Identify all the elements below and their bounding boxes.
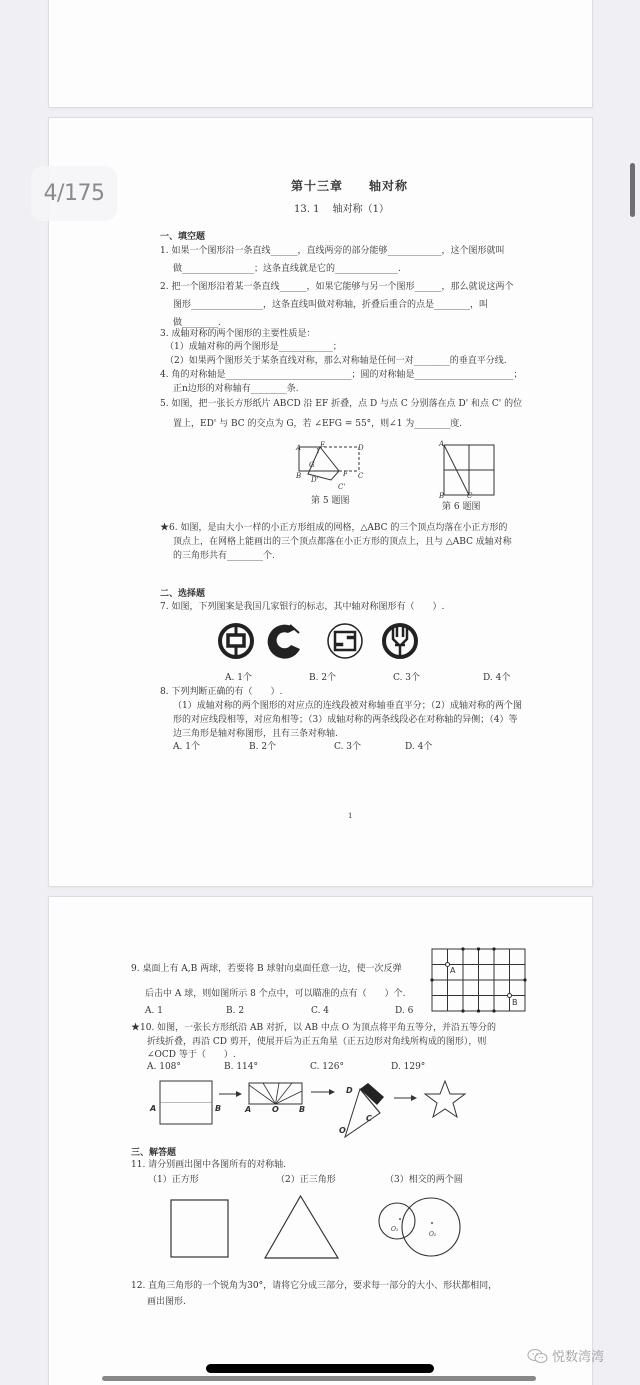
q9-option-c: C. 4: [311, 1006, 330, 1016]
q5-line1: 5. 如图，把一张长方形纸片 ABCD 沿 EF 折叠，点 D 与点 C 分别落在点 D' 和点 C' 的位: [160, 399, 523, 409]
label-f: F: [343, 470, 348, 478]
q8-option-a: A. 1个: [173, 742, 200, 752]
q10-fold-diagram: [149, 1077, 479, 1147]
q9-line1: 9. 桌面上有 A,B 两球，若要将 B 球射向桌面任意一边，使一次反弹: [131, 964, 402, 974]
horizontal-scrollbar[interactable]: [102, 1376, 536, 1381]
q10-option-a: A. 108°: [147, 1062, 181, 1072]
figure-6-caption: 第 6 题图: [442, 502, 481, 512]
section-answer: 三、解答题: [131, 1148, 177, 1158]
q11-sub-triangle: （2）正三角形: [276, 1175, 336, 1185]
fig-label-a: A: [245, 1105, 252, 1114]
label-o2: O₂: [429, 1231, 437, 1238]
q6-line1: ★6. 如图，是由大小一样的小正方形组成的网格，△ABC 的三个顶点均落在小正方形的: [160, 523, 508, 533]
bank-logo-boc-icon: [216, 621, 256, 661]
q1-line1: 1. 如果一个图形沿一条直线______，直线两旁的部分能够____________，这个图形就叫: [160, 246, 505, 256]
fig-label-d: D: [346, 1086, 353, 1095]
q7-option-d: D. 4个: [483, 673, 511, 683]
label-a: A: [439, 440, 445, 448]
fig-label-o: O: [272, 1105, 279, 1114]
fig-label-c: C: [366, 1114, 372, 1123]
q4-line2: 正n边形的对称轴有________条.: [173, 384, 299, 394]
q12-line2: 画出图形.: [147, 1297, 186, 1307]
q8-line2: （1）成轴对称的两个图形的对应点的连线段被对称轴垂直平分；（2）成轴对称的两个图: [173, 701, 522, 711]
q11-square-figure: [171, 1200, 231, 1260]
section-fill-blank: 一、填空题: [160, 232, 206, 242]
bank-logo-abc-icon: [380, 621, 420, 661]
bank-logo-ccb-icon: [266, 621, 306, 661]
q9-option-a: A. 1: [145, 1006, 163, 1016]
q8-line1: 8. 下列判断正确的有（ ）.: [160, 687, 283, 697]
grid-label-a: A: [450, 966, 456, 975]
fig-label-b: B: [299, 1105, 306, 1114]
q10-line2: 折线折叠，再沿 CD 剪开，使展开后为正五角星（正五边形对角线所构成的图形），则: [147, 1037, 487, 1047]
vertical-scrollbar[interactable]: [630, 163, 635, 217]
label-c-prime: C': [338, 483, 346, 491]
label-o1: O₁: [391, 1226, 399, 1233]
label-e: E: [320, 441, 326, 449]
q11-sub-circles: （3）相交的两个圆: [385, 1175, 463, 1185]
label-b: B: [296, 472, 302, 480]
q11-line1: 11. 请分别画出图中各图所有的对称轴.: [131, 1160, 287, 1170]
q6-line3: 的三角形共有________个.: [173, 551, 275, 561]
bank-logo-icbc-icon: [325, 621, 365, 661]
q2-line2: 图形________________，这条直线叫做对称轴，折叠后重合的点是________，叫: [173, 300, 489, 310]
page-number: 1: [348, 812, 353, 820]
q7-option-a: A. 1个: [225, 673, 252, 683]
document-page-5: [49, 897, 592, 1385]
q9-line2: 后击中 A 球，则如图所示 8 个点中，可以瞄准的点有（ ）个.: [145, 989, 406, 999]
q10-option-b: B. 114°: [224, 1062, 259, 1072]
figure-5-folded-rectangle: [289, 440, 379, 500]
q8-option-d: D. 4个: [405, 742, 433, 752]
q4-line1: 4. 角的对称轴是____________________________；圆的对称轴是______________________；: [160, 370, 523, 380]
label-d-prime: D': [311, 476, 319, 484]
label-angle-1: 1: [316, 448, 320, 455]
q10-line3: ∠OCD 等于（ ）.: [147, 1050, 236, 1060]
label-d: D: [358, 444, 364, 452]
q9-option-d: D. 6: [395, 1006, 414, 1016]
q8-option-c: C. 3个: [334, 742, 362, 752]
figure-6-grid: [444, 445, 504, 495]
fig-label-a: A: [150, 1104, 157, 1113]
q10-option-c: C. 126°: [310, 1062, 344, 1072]
watermark: [527, 1346, 604, 1365]
section-title: 13. 1 轴对称（1）: [294, 204, 389, 215]
q9-option-b: B. 2: [226, 1006, 245, 1016]
q10-line1: ★10. 如图，一张长方形纸沿 AB 对折，以 AB 中点 O 为顶点将平角五等分，并沿五等分的: [131, 1023, 496, 1033]
q3-line1: 3. 成轴对称的两个图形的主要性质是：: [160, 329, 316, 339]
grid-label-b: B: [512, 998, 518, 1007]
home-indicator[interactable]: [206, 1364, 434, 1373]
label-a: A: [296, 444, 302, 452]
q6-line2: 顶点上，在网格上能画出的三个顶点都落在小正方形的顶点上，且与 △ABC 成轴对称: [173, 537, 512, 547]
chapter-title: 第十三章 轴对称: [291, 179, 409, 193]
label-b: B: [439, 492, 445, 500]
section-multiple-choice: 二、选择题: [160, 589, 206, 599]
q8-option-b: B. 2个: [249, 742, 277, 752]
q11-sub-square: （1）正方形: [148, 1175, 199, 1185]
q3-line3: （2）如果两个图形关于某条直线对称，那么对称轴是任何一对________的垂直平分线.: [165, 356, 507, 366]
q5-line2: 置上，ED' 与 BC 的交点为 G，若 ∠EFG = 55°，则∠1 为________度.: [173, 419, 463, 429]
document-page-4: [49, 118, 592, 886]
watermark-text: 悦数湾湾: [552, 1350, 605, 1365]
fig-label-o: O: [339, 1126, 346, 1135]
q3-line2: （1）成轴对称的两个图形是____________；: [165, 342, 342, 352]
q7-option-b: B. 2个: [309, 673, 337, 683]
q8-line3: 形的对应线段相等，对应角相等；（3）成轴对称的两条线段必在对称轴的异侧；（4）等: [173, 715, 518, 725]
q12-line1: 12. 直角三角形的一个锐角为30°，请将它分成三部分，要求每一部分的大小、形状都相同，: [131, 1281, 498, 1291]
q1-line2: 做________________；这条直线就是它的______________.: [173, 264, 401, 274]
label-c: C: [467, 492, 473, 500]
q11-triangle-figure: [264, 1195, 344, 1260]
page-indicator: 4/175: [31, 166, 117, 221]
label-c: C: [358, 472, 364, 480]
q2-line1: 2. 把一个图形沿着某一条直线______，如果它能够与另一个图形______，那么就说这两个: [160, 282, 514, 292]
wechat-icon: [527, 1348, 549, 1364]
label-g: G: [309, 461, 315, 469]
q7-line1: 7. 如图，下列图案是我国几家银行的标志，其中轴对称图形有（ ）.: [160, 602, 445, 612]
figure-5-caption: 第 5 题图: [311, 496, 350, 506]
q2-line3: 做________.: [173, 318, 221, 328]
q10-option-d: D. 129°: [391, 1062, 426, 1072]
q8-line4: 边三角形是轴对称图形，且有三条对称轴.: [173, 729, 338, 739]
q7-option-c: C. 3个: [393, 673, 421, 683]
fig-label-b: B: [215, 1104, 222, 1113]
document-page-3: [49, 0, 592, 107]
